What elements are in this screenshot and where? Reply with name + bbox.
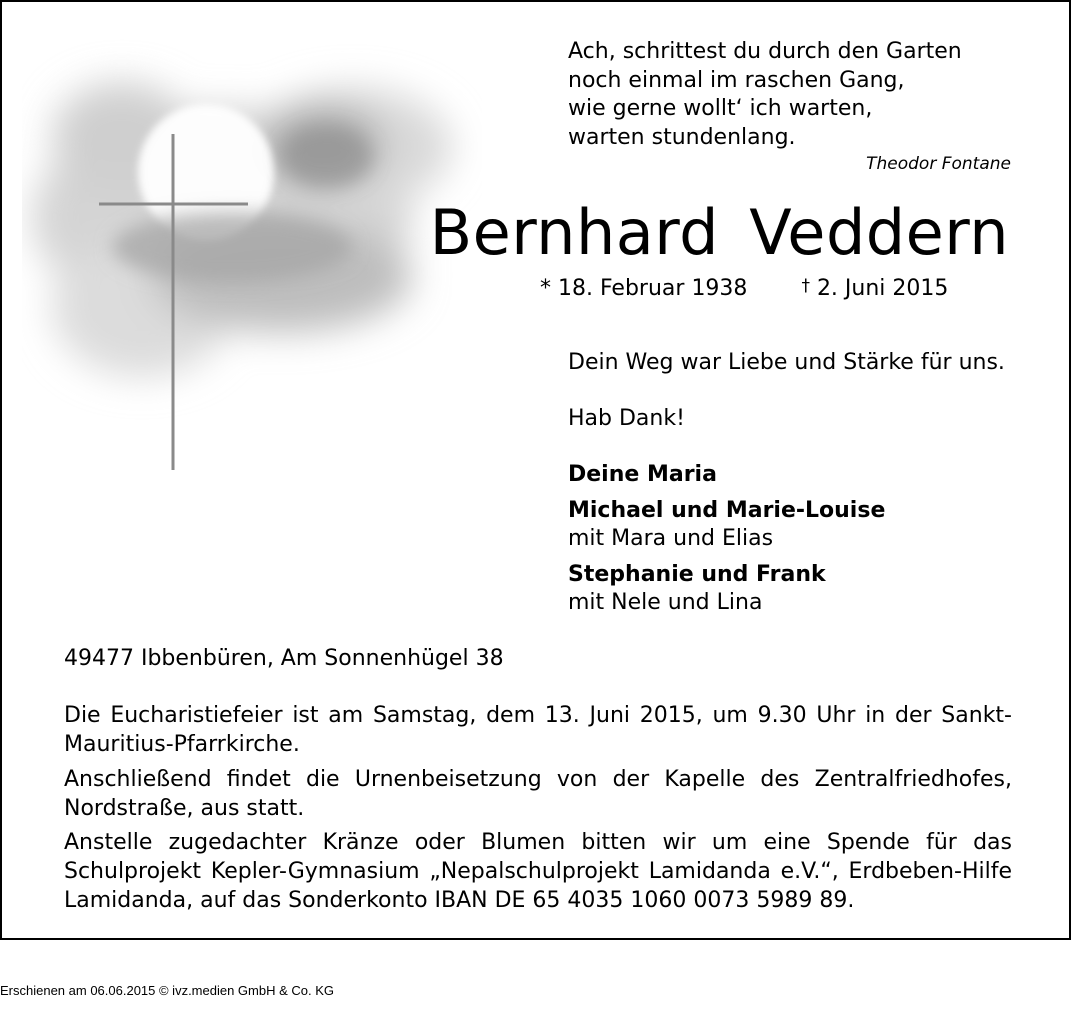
message-thanks: Hab Dank! <box>568 406 685 431</box>
family-group-1-kids: mit Mara und Elias <box>568 526 774 551</box>
poem-line: noch einmal im raschen Gang, <box>568 67 905 93</box>
family-group-2-name: Stephanie und Frank <box>568 562 826 587</box>
family-group-1-name: Michael und Marie-Louise <box>568 498 886 523</box>
family-group-2-kids: mit Nele und Lina <box>568 590 763 615</box>
message-line: Dein Weg war Liebe und Stärke für uns. <box>568 350 1005 375</box>
family-group-2 <box>568 561 826 617</box>
paragraph-donation: Anstelle zugedachter Kränze oder Blumen bitten wir um eine Spende für das Schulprojekt Kepler-Gymnasium „Nepalschulprojekt Lamidanda e.V.“, Erdbeben-Hilfe Lamidanda, auf das Sonderkonto IBAN DE 65 4035 1060 0073 5989 89. <box>64 830 1012 913</box>
birth-date: 18. Februar 1938 <box>558 276 748 301</box>
death-symbol: † <box>801 276 810 296</box>
poem-author: Theodor Fontane <box>866 154 1011 174</box>
life-dates <box>540 276 948 301</box>
poem-line: warten stundenlang. <box>568 124 796 150</box>
poem-line: Ach, schrittest du durch den Garten <box>568 39 962 64</box>
paragraph-burial: Anschließend findet die Urnenbeisetzung von der Kapelle des Zentralfriedhofes, Nordstraße, aus statt. <box>64 767 1012 821</box>
family-wife: Deine Maria <box>568 462 717 487</box>
poem-line: wie gerne wollt‘ ich warten, <box>568 96 873 121</box>
paragraph-ceremony: Die Eucharistiefeier ist am Samstag, dem 13. Juni 2015, um 9.30 Uhr in der Sankt-Mauritius-Pfarrkirche. <box>64 703 1012 757</box>
birth-symbol: * <box>540 276 551 301</box>
address: 49477 Ibbenbüren, Am Sonnenhügel 38 <box>64 646 504 671</box>
family-group-1 <box>568 497 885 553</box>
cross-moon-artwork <box>22 37 482 477</box>
death-date: 2. Juni 2015 <box>816 276 949 301</box>
poem <box>568 38 962 152</box>
publication-footer: Erschienen am 06.06.2015 © ivz.medien GmbH & Co. KG <box>0 983 335 998</box>
deceased-name: Bernhard Veddern <box>429 196 1009 269</box>
